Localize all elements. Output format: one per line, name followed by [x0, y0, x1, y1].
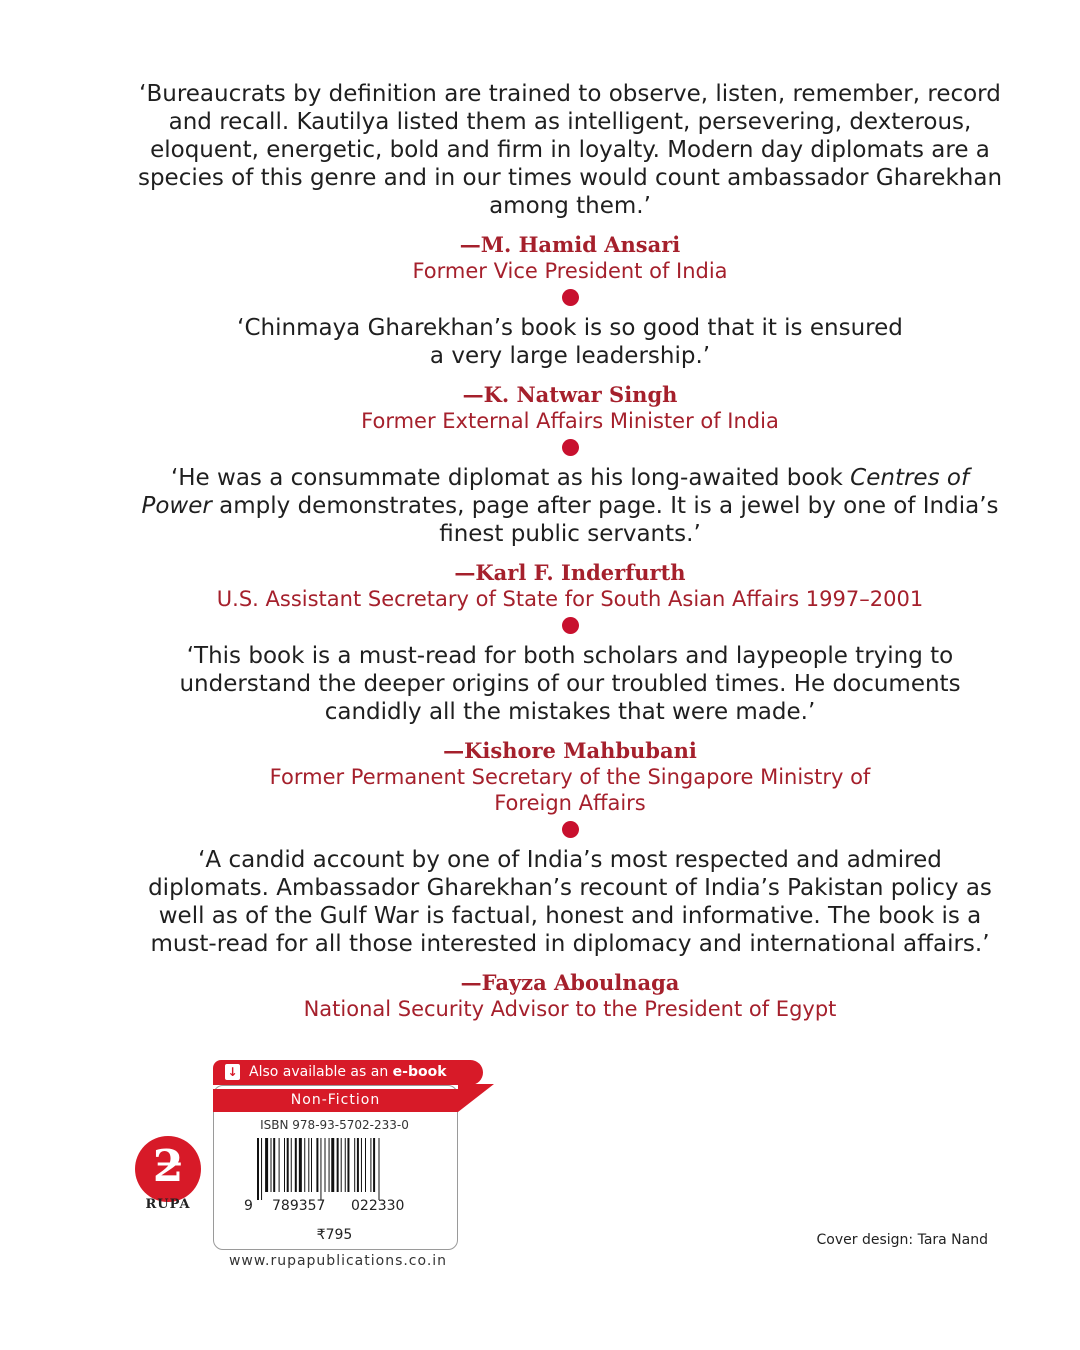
blurb-author-title-1: Former Vice President of India [412, 259, 728, 283]
barcode-bar [279, 1138, 280, 1192]
blurb-author-1: —M. Hamid Ansari [459, 232, 681, 257]
barcode-bar [308, 1138, 309, 1192]
barcode [255, 1138, 425, 1200]
blurb-quote-1: ‘Bureaucrats by definition are trained to observe, listen, remember, record and recall. Kautilya listed them as intelligent, persevering, dexterous, eloquent, energetic, bold and firm in loyalty. Modern day diplomats are a species of this genre and in our times would count ambassador Gharekhan among them.’ [137, 81, 1003, 219]
barcode-bar [284, 1138, 285, 1192]
barcode-digits-left: 789357 [272, 1198, 326, 1214]
blurb-quote-3 [140, 464, 1000, 548]
blurb-author-2: —K. Natwar Singh [462, 382, 678, 407]
separator-dot-4 [562, 821, 579, 838]
blurb-author-title-3: U.S. Assistant Secretary of State for South Asian Affairs 1997–2001 [216, 587, 924, 611]
barcode-digits-right: 022330 [351, 1198, 405, 1214]
barcode-bar [331, 1138, 334, 1192]
barcode-bar [311, 1138, 312, 1192]
endorsements [120, 80, 1020, 1022]
barcode-bar [370, 1138, 371, 1192]
barcode-bar [273, 1138, 275, 1192]
blurb-author-title-5: National Security Advisor to the President of Egypt [303, 997, 837, 1021]
publisher-name: RUPA [145, 1197, 191, 1212]
blurb-author-5: —Fayza Aboulnaga [460, 970, 680, 995]
separator-dot-3 [562, 617, 579, 634]
barcode-bar [354, 1138, 355, 1192]
barcode-bar [337, 1138, 339, 1192]
barcode-bar [261, 1138, 262, 1200]
barcode-bar [325, 1138, 326, 1192]
barcode-bar [341, 1138, 342, 1192]
separator-dot-1 [562, 289, 579, 306]
barcode-bar [271, 1138, 272, 1192]
barcode-bar [373, 1138, 375, 1192]
blurb-quote-4: ‘This book is a must-read for both scholars and laypeople trying to understand the deeper origins of our troubled times. He documents candidly all the mistakes that were made.’ [179, 643, 961, 725]
barcode-bar [357, 1138, 359, 1192]
barcode-bar [287, 1138, 289, 1192]
genre-label: Non-Fiction [213, 1089, 458, 1112]
ebook-label: Also available as an e-book [249, 1064, 447, 1080]
barcode-bar [345, 1138, 346, 1192]
book-title-italic: Centres of Power [141, 465, 970, 519]
barcode-bar [257, 1138, 259, 1200]
barcode-bar [265, 1138, 268, 1192]
barcode-bar [347, 1138, 349, 1192]
price: ₹795 [316, 1227, 353, 1243]
barcode-bar [291, 1138, 292, 1192]
blurb-author-title-2: Former External Affairs Minister of India [361, 409, 779, 433]
barcode-bar [316, 1138, 318, 1192]
barcode-digit-prefix: 9 [244, 1198, 253, 1214]
separator-dot-2 [562, 439, 579, 456]
barcode-bar [329, 1138, 330, 1192]
genre-band-tip [458, 1084, 494, 1112]
barcode-bar [299, 1138, 302, 1192]
barcode-bar [361, 1138, 362, 1192]
blurb-quote-3-end: amply demonstrates, page after page. It is a jewel by one of India’s finest public servants.’ [211, 493, 999, 547]
download-icon: ↓ [225, 1064, 240, 1080]
ebook-badge [213, 1060, 483, 1085]
blurb-author-title-4: Former Permanent Secretary of the Singapore Ministry of Foreign Affairs [269, 765, 871, 815]
blurb-author-3: —Karl F. Inderfurth [454, 560, 686, 585]
blurb-quote-5: ‘A candid account by one of India’s most respected and admired diplomats. Ambassador Gharekhan’s recount of India’s Pakistan policy as well as of the Gulf War is factual, honest and informative. The book is a must-read for all those interested in diplomacy and international affairs.’ [148, 847, 992, 957]
barcode-bar [365, 1138, 366, 1192]
barcode-bar [320, 1138, 321, 1200]
isbn-text: ISBN 978-93-5702-233-0 [260, 1118, 409, 1132]
barcode-bar [304, 1138, 305, 1192]
blurb-quote-3-start: ‘He was a consummate diplomat as his long-awaited book [170, 465, 851, 491]
barcode-bar [379, 1138, 380, 1200]
rupa-logo-icon: ƻ [135, 1136, 201, 1202]
blurb-author-4: —Kishore Mahbubani [443, 738, 697, 763]
blurb-quote-2: ‘Chinmaya Gharekhan’s book is so good that it is ensured a very large leadership.’ [237, 315, 903, 369]
barcode-bar [295, 1138, 297, 1192]
publisher-website: www.rupapublications.co.in [228, 1253, 448, 1269]
cover-design-credit: Cover design: Tara Nand [816, 1232, 988, 1248]
